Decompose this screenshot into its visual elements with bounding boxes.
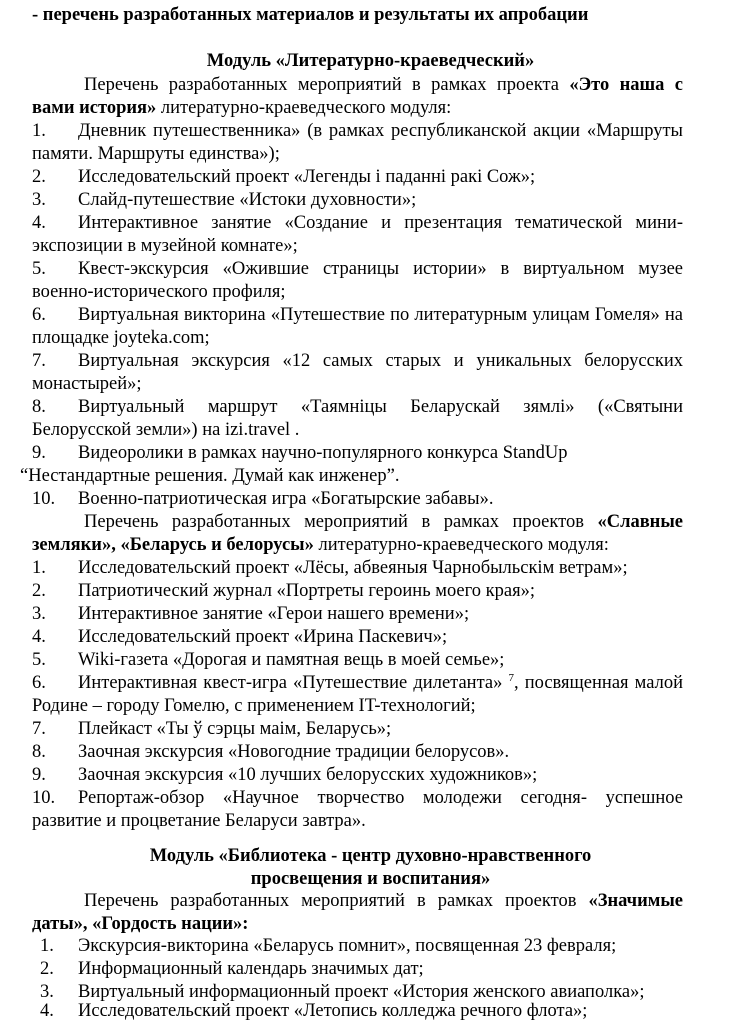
item-text: Виртуальный маршрут «Таямніцы Беларускай зямлі» («Святыни Белорусской земли») на izi.travel .: [32, 397, 683, 440]
project-names: «Значимые даты», «Гордость нации»:: [32, 891, 683, 934]
list-item: [32, 557, 683, 580]
list-item: [32, 442, 683, 465]
item-number: 1.: [32, 558, 46, 578]
item-text: Дневник путешественника» (в рамках республиканской акции «Маршруты памяти. Маршруты единства»);: [32, 121, 683, 164]
list-item: [32, 396, 683, 442]
item-number: 9.: [32, 443, 46, 463]
module2-intro: [32, 890, 683, 936]
item-number: 2.: [32, 581, 46, 601]
module1-title: Модуль «Литературно-краеведческий»: [206, 51, 535, 71]
list-item: [32, 166, 683, 189]
item-number: 3.: [32, 604, 46, 624]
list-item: [32, 304, 683, 350]
item-number: 1.: [40, 936, 54, 956]
item-text: Заочная экскурсия «10 лучших белорусских художников»;: [78, 765, 538, 785]
module1-intro: [32, 74, 683, 120]
item-number: 10.: [32, 489, 56, 509]
project-names: «Славные земляки», «Беларусь и белорусы»: [32, 512, 683, 555]
item-number: 9.: [32, 765, 46, 785]
item-text: Квест-экскурсия «Ожившие страницы истории» в виртуальном музее военно-исторического профиля;: [32, 259, 683, 302]
list-item-continued: [20, 465, 671, 488]
item-text: Wiki-газета «Дорогая и памятная вещь в моей семье»;: [78, 650, 505, 670]
item-number: 7.: [32, 351, 46, 371]
item-text: Исследовательский проект «Ирина Паскевич»;: [78, 627, 448, 647]
list-item: [32, 120, 683, 166]
item-text: Интерактивное занятие «Создание и презентация тематической мини-экспозиции в музейной комнате»;: [32, 213, 683, 256]
list-item: [40, 935, 683, 958]
intro-text: Перечень разработанных мероприятий в рамках проектов: [84, 512, 598, 532]
list-item: [32, 764, 683, 787]
item-text: Исследовательский проект «Лёсы, абвеяныя Чарнобыльскім ветрам»;: [78, 558, 628, 578]
list-item: [32, 626, 683, 649]
item-number: 5.: [32, 650, 46, 670]
item-number: 8.: [32, 742, 46, 762]
item-text: Патриотический журнал «Портреты героинь моего края»;: [78, 581, 535, 601]
item-text: Виртуальная экскурсия «12 самых старых и уникальных белорусских монастырей»;: [32, 351, 683, 394]
intro-text: Перечень разработанных мероприятий в рамках проекта: [84, 75, 570, 95]
item-text: Виртуальная викторина «Путешествие по литературным улицам Гомеля» на площадке joyteka.com;: [32, 305, 683, 348]
module2-title-line1: Модуль «Библиотека - центр духовно-нравственного: [149, 846, 592, 866]
list-item: [32, 672, 683, 718]
item-number: 6.: [32, 673, 46, 693]
item-text: Информационный календарь значимых дат;: [78, 959, 424, 979]
list-item: [32, 787, 683, 833]
item-number: 3.: [32, 190, 46, 210]
list-item: [32, 603, 683, 626]
item-number: 8.: [32, 397, 46, 417]
item-text: Виртуальный информационный проект «История женского авиаполка»;: [78, 982, 645, 1002]
project-name: «Это наша с вами история»: [32, 75, 683, 118]
item-text: Интерактивное занятие «Герои нашего времени»;: [78, 604, 470, 624]
list-item: [40, 1000, 683, 1023]
intro-text-end: литературно-краеведческого модуля:: [313, 535, 609, 555]
item-text: Плейкаст «Ты ў сэрцы маім, Беларусь»;: [78, 719, 392, 739]
intro-text: Перечень разработанных мероприятий в рамках проектов: [84, 891, 589, 911]
item-number: 1.: [32, 121, 46, 141]
item-number: 3.: [40, 982, 54, 1002]
item-number: 10.: [32, 788, 56, 808]
list-item: [32, 488, 683, 511]
item-text: Военно-патриотическая игра «Богатырские забавы».: [78, 489, 494, 509]
item-text: Репортаж-обзор «Научное творчество молодежи сегодня- успешное развитие и процветание Беларуси завтра».: [32, 788, 683, 831]
footnote-marker: 7: [508, 671, 514, 684]
item-text: Интерактивная квест-игра «Путешествие дилетанта»: [78, 673, 509, 693]
item-number: 6.: [32, 305, 46, 325]
item-text-end: , посвященная малой Родине – городу Гомелю, с применением IT-технологий;: [32, 673, 684, 716]
item-number: 2.: [32, 167, 46, 187]
section-heading: - перечень разработанных материалов и результаты их апробации: [32, 5, 589, 25]
list-item: [32, 258, 683, 304]
item-text: Заочная экскурсия «Новогодние традиции белорусов».: [78, 742, 510, 762]
list-item: [32, 350, 683, 396]
item-number: 5.: [32, 259, 46, 279]
intro-text-end: литературно-краеведческого модуля:: [156, 98, 452, 118]
item-number: 4.: [40, 1001, 54, 1021]
list-item: [32, 741, 683, 764]
item-number: 2.: [40, 959, 54, 979]
item-number: 4.: [32, 627, 46, 647]
list-item: [32, 212, 683, 258]
list-item: [40, 958, 683, 981]
item-text: “Нестандартные решения. Думай как инженер”.: [20, 466, 400, 486]
item-text: Исследовательский проект «Легенды і паданні ракі Сож»;: [78, 167, 536, 187]
list-item: [32, 649, 683, 672]
item-text: Видеоролики в рамках научно-популярного конкурса StandUp: [78, 443, 568, 463]
item-number: 7.: [32, 719, 46, 739]
list-item: [32, 580, 683, 603]
module2-title-line2: просвещения и воспитания»: [250, 869, 491, 889]
item-text: Исследовательский проект «Летопись колледжа речного флота»;: [78, 1001, 588, 1021]
item-text: Экскурсия-викторина «Беларусь помнит», посвященная 23 февраля;: [78, 936, 617, 956]
list-item: [32, 189, 683, 212]
module1-intro2: [32, 511, 683, 557]
item-text: Слайд-путешествие «Истоки духовности»;: [78, 190, 417, 210]
item-number: 4.: [32, 213, 46, 233]
list-item: [32, 718, 683, 741]
